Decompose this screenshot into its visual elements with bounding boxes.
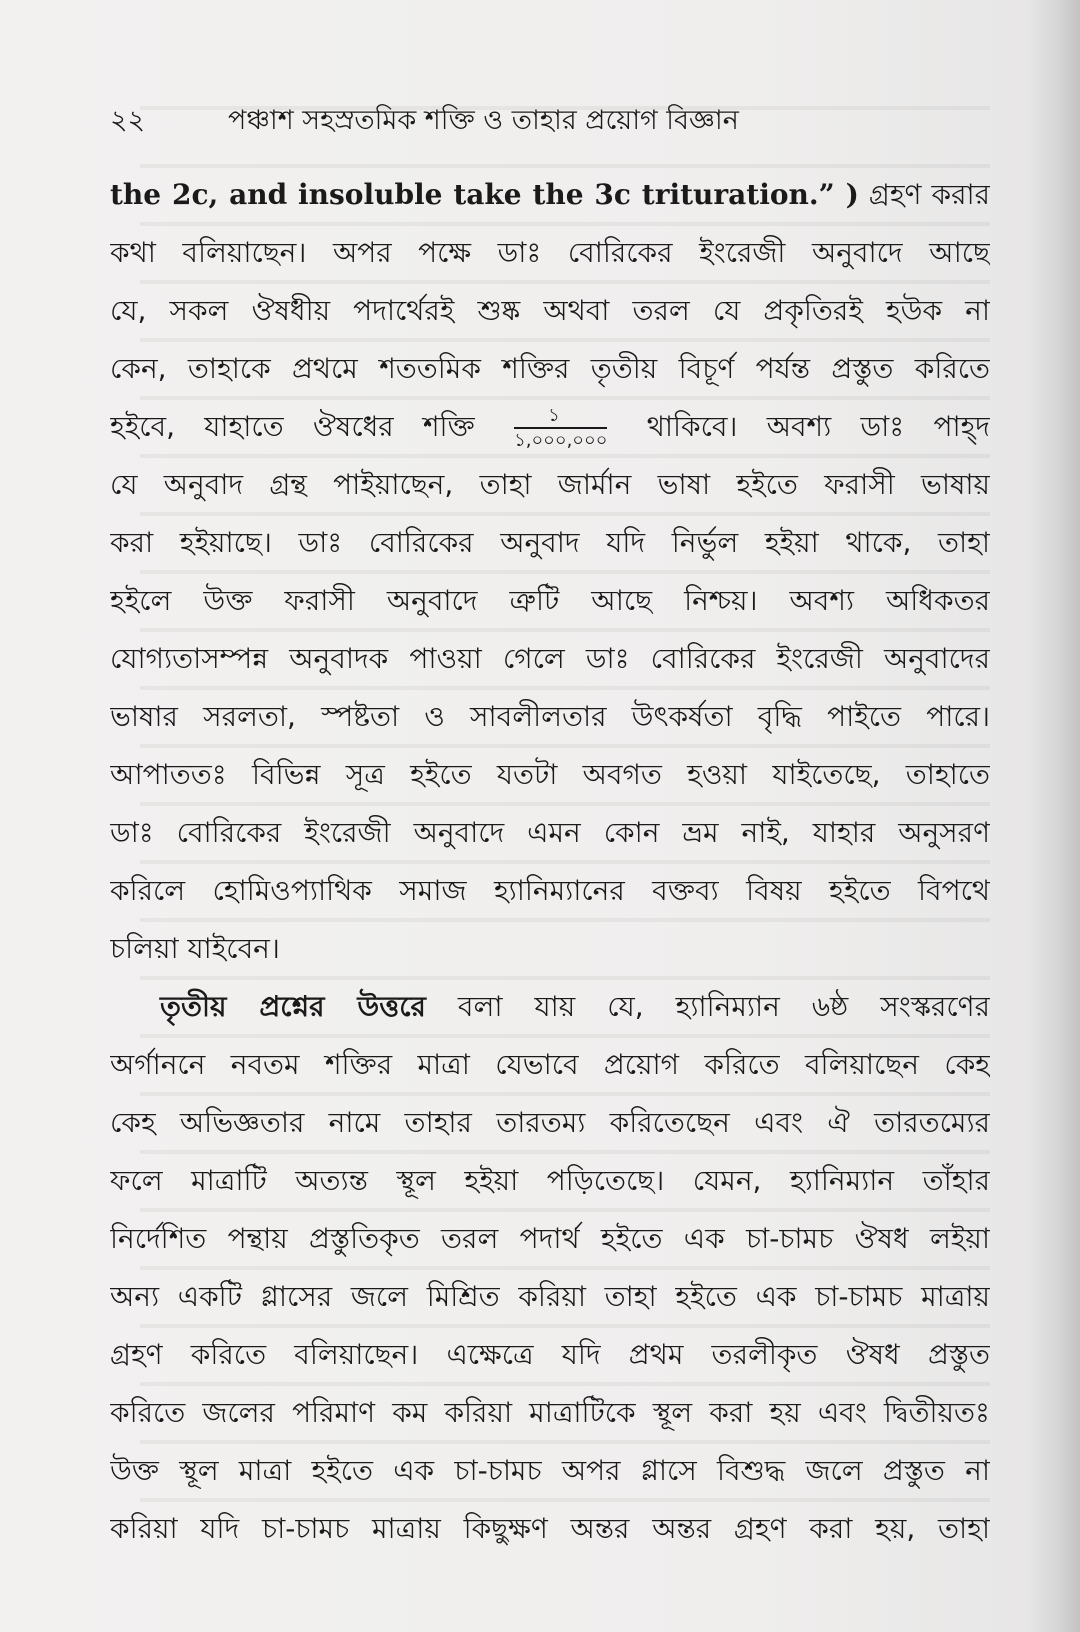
fraction-numerator: ১: [548, 404, 560, 426]
text-line: ডাঃ বোরিকের ইংরেজী অনুবাদে এমন কোন ভ্রম নাই, যাহার অনুসরণ: [110, 816, 990, 849]
text-line: যে অনুবাদ গ্রন্থ পাইয়াছেন, তাহা জার্মান ভাষা হইতে ফরাসী ভাষায়: [110, 468, 990, 501]
text-line: [110, 398, 990, 456]
text-line: [110, 166, 990, 224]
text-line: চলিয়া যাইবেন।: [110, 932, 280, 965]
text-line: আপাততঃ বিভিন্ন সূত্র হইতে যতটা অবগত হওয়া যাইতেছে, তাহাতে: [110, 758, 990, 791]
text-line: কেহ অভিজ্ঞতার নামে তাহার তারতম্য করিতেছেন এবং ঐ তারতম্যের: [110, 1106, 990, 1139]
text-line: [110, 978, 990, 1036]
text-line: ভাষার সরলতা, স্পষ্টতা ও সাবলীলতার উৎকর্ষতা বৃদ্ধি পাইতে পারে।: [110, 700, 990, 733]
text-line: করা হইয়াছে। ডাঃ বোরিকের অনুবাদ যদি নির্ভুল হইয়া থাকে, তাহা: [110, 526, 990, 559]
text-line: যে, সকল ঔষধীয় পদার্থেরই শুষ্ক অথবা তরল যে প্রকৃতিরই হউক না: [110, 294, 990, 327]
text-line: হইলে উক্ত ফরাসী অনুবাদে ত্রুটি আছে নিশ্চয়। অবশ্য অধিকতর: [110, 584, 990, 617]
potency-fraction: [514, 404, 608, 451]
text-fragment: বলা যায় যে, হ্যানিম্যান ৬ষ্ঠ সংস্করণের: [457, 990, 990, 1023]
text-line: অন্য একটি গ্লাসের জলে মিশ্রিত করিয়া তাহা হইতে এক চা-চামচ মাত্রায়: [110, 1280, 990, 1313]
english-quote: the 2c, and insoluble take the 3c trituration.” ): [110, 178, 859, 211]
text-line: করিলে হোমিওপ্যাথিক সমাজ হ্যানিম্যানের বক্তব্য বিষয় হইতে বিপথে: [110, 874, 990, 907]
body-text: [110, 166, 990, 1558]
text-line: কথা বলিয়াছেন। অপর পক্ষে ডাঃ বোরিকের ইংরেজী অনুবাদে আছে: [110, 236, 990, 269]
text-line: নির্দেশিত পন্থায় প্রস্তুতিকৃত তরল পদার্থ হইতে এক চা-চামচ ঔষধ লইয়া: [110, 1222, 990, 1255]
text-line: ফলে মাত্রাটি অত্যন্ত স্থূল হইয়া পড়িতেছে। যেমন, হ্যানিম্যান তাঁহার: [110, 1164, 990, 1197]
text-line: যোগ্যতাসম্পন্ন অনুবাদক পাওয়া গেলে ডাঃ বোরিকের ইংরেজী অনুবাদের: [110, 642, 990, 675]
page-number: ২২: [110, 105, 146, 136]
text-line: অর্গাননে নবতম শক্তির মাত্রা যেভাবে প্রয়োগ করিতে বলিয়াছেন কেহ: [110, 1048, 990, 1081]
text-line: গ্রহণ করিতে বলিয়াছেন। এক্ষেত্রে যদি প্রথম তরলীকৃত ঔষধ প্রস্তুত: [110, 1338, 990, 1371]
text-line: করিয়া যদি চা-চামচ মাত্রায় কিছুক্ষণ অন্তর অন্তর গ্রহণ করা হয়, তাহা: [110, 1512, 990, 1545]
text-line: কেন, তাহাকে প্রথমে শততমিক শক্তির তৃতীয় বিচূর্ণ পর্যন্ত প্রস্তুত করিতে: [110, 352, 990, 385]
text-fragment: গ্রহণ করার: [868, 178, 990, 211]
page-header: [110, 100, 980, 140]
paragraph-lead: তৃতীয় প্রশ্নের উত্তরে: [160, 990, 426, 1023]
fraction-denominator: ১,০০০,০০০: [514, 427, 607, 450]
text-fragment: হইবে, যাহাতে ঔষধের শক্তি: [110, 410, 475, 443]
text-line: করিতে জলের পরিমাণ কম করিয়া মাত্রাটিকে স্থূল করা হয় এবং দ্বিতীয়তঃ: [110, 1396, 990, 1429]
running-title: পঞ্চাশ সহস্রতমিক শক্তি ও তাহার প্রয়োগ বিজ্ঞান: [228, 105, 739, 136]
page-edge-shadow: [1028, 0, 1080, 1632]
text-fragment: থাকিবে। অবশ্য ডাঃ পাহ্‌দ: [646, 410, 990, 443]
text-line: উক্ত স্থূল মাত্রা হইতে এক চা-চামচ অপর গ্লাসে বিশুদ্ধ জলে প্রস্তুত না: [110, 1454, 990, 1487]
